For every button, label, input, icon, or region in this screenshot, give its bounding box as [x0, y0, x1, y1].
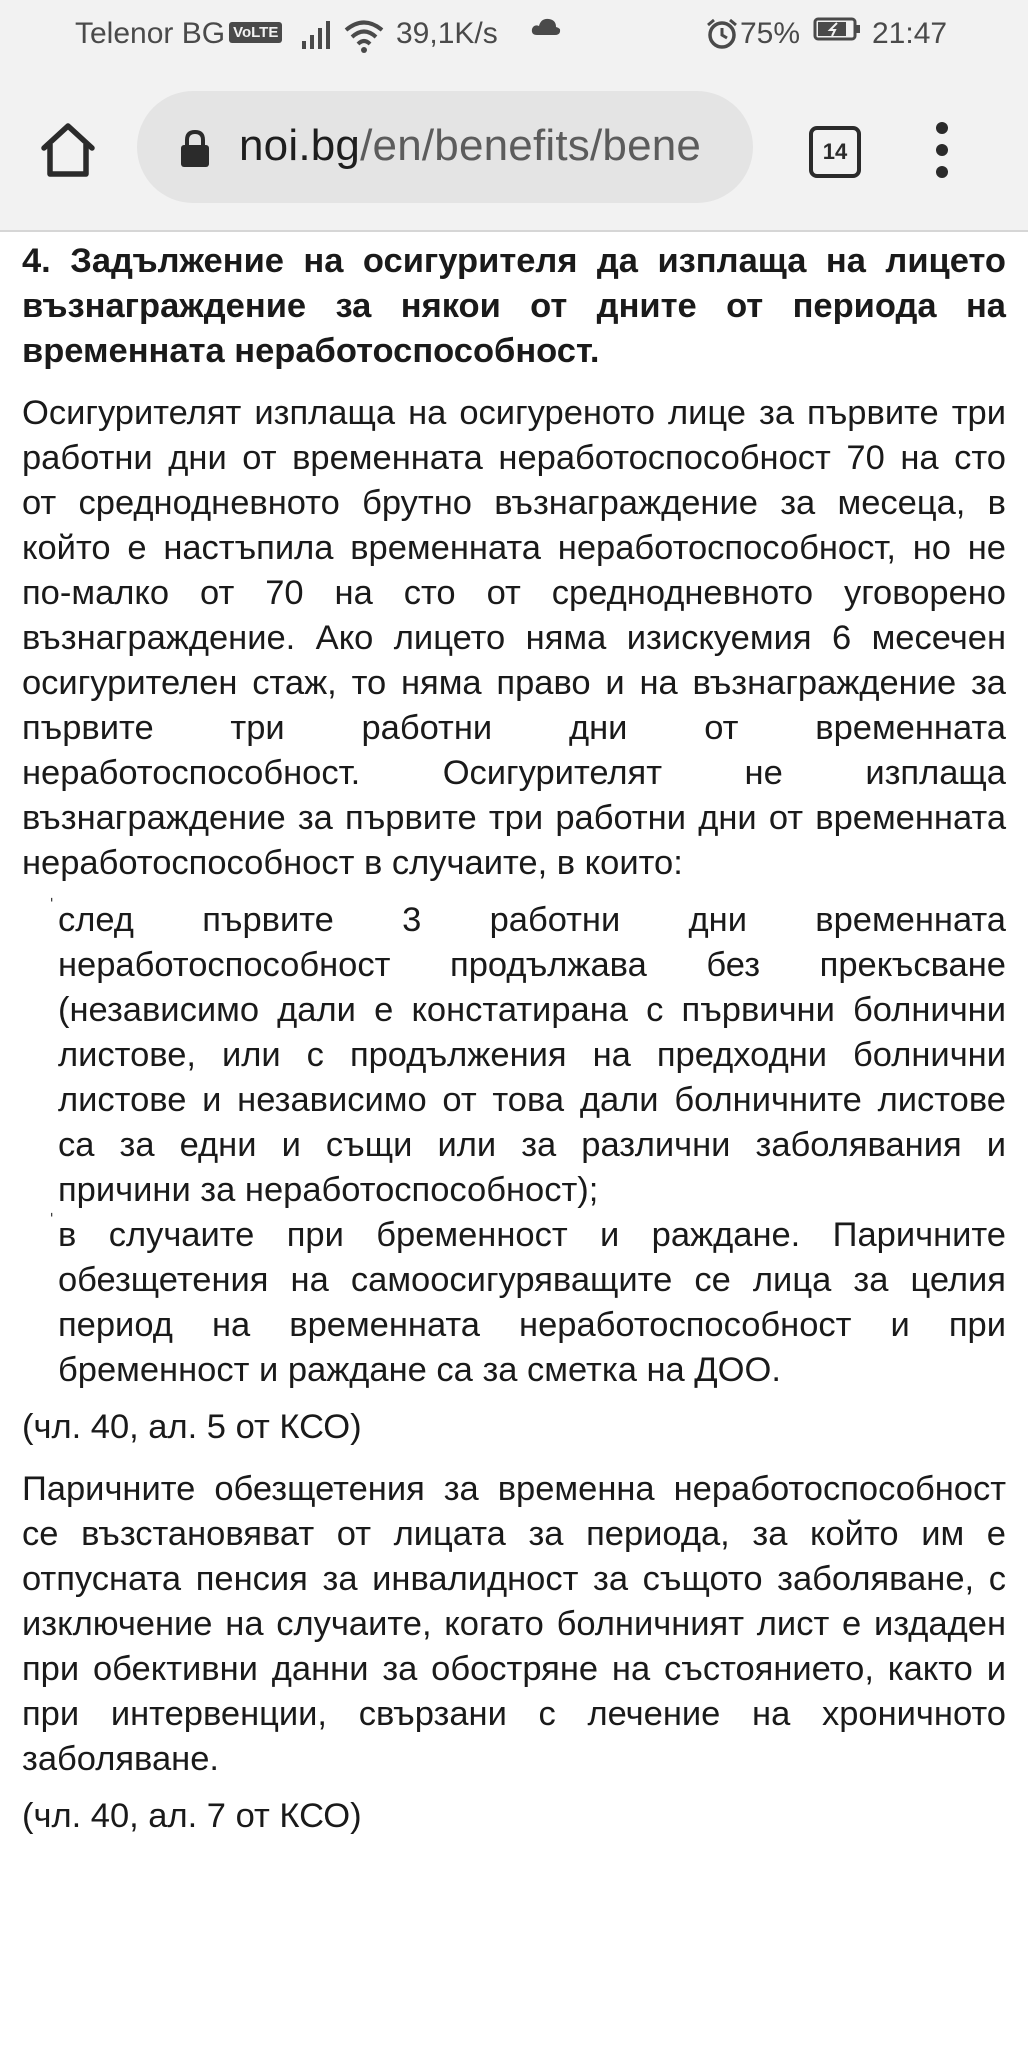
law-reference: (чл. 40, ал. 7 от КСО) — [22, 1797, 362, 1835]
lock-icon — [179, 129, 211, 169]
wifi-icon — [343, 17, 385, 55]
article — [22, 232, 1006, 1839]
list-item — [48, 1209, 1006, 1393]
battery-icon — [813, 17, 861, 41]
bullet-icon: ˈ — [48, 894, 56, 919]
alarm-icon — [705, 17, 739, 51]
paragraph: Осигурителят изплаща на осигуреното лице за първите три работни дни от временната неработоспособност 70 на сто от среднодневното брутно възнаграждение за месеца, в който е настъпила временната неработоспособност, но не по-малко от 70 на сто от среднодневното уговорено възнаграждение. Ако лицето няма изискуемия 6 месечен осигурителен стаж, то няма право и на възнаграждение за първите три работни дни от временната неработоспособност. Осигурителят не изплаща възнаграждение за първите три работни дни от временната неработоспособност в случаите, в които: — [22, 394, 1006, 882]
bullet-list — [22, 894, 1006, 1393]
law-reference: (чл. 40, ал. 5 от КСО) — [22, 1408, 362, 1446]
list-item-text: в случаите при бременност и раждане. Паричните обезщетения на самоосигуряващите се лица за целия период на временната неработоспособност и при бременност и раждане са за сметка на ДОО. — [58, 1216, 1006, 1389]
list-item — [48, 894, 1006, 1213]
volte-badge: VoLTE — [229, 22, 282, 43]
url-host: noi.bg — [239, 121, 361, 170]
bullet-icon: ˈ — [48, 1209, 56, 1234]
carrier — [75, 17, 282, 51]
url-path: /en/benefits/bene — [360, 121, 702, 170]
cloud-icon — [531, 17, 561, 37]
overflow-menu-icon[interactable] — [930, 122, 954, 182]
signal-icon — [300, 17, 334, 51]
url-text[interactable] — [239, 121, 701, 171]
home-icon[interactable] — [38, 120, 98, 180]
browser-toolbar — [0, 70, 1028, 232]
list-item-text: след първите 3 работни дни временната неработоспособност продължава без прекъсване (независимо дали е констатирана с първични болнични листове, или с продължения на предходни болнични листове и независимо от това дали болничните листове са за едни и същи или за различни заболявания и причини за неработоспособност); — [58, 901, 1006, 1209]
address-bar[interactable] — [137, 91, 753, 203]
network-speed: 39,1K/s — [396, 17, 498, 50]
section-heading: 4. Задължение на осигурителя да изплаща на лицето възнаграждение за някои от дните от периода на временната неработоспособност. — [22, 242, 1006, 370]
paragraph: Паричните обезщетения за временна неработоспособност се възстановяват от лицата за периода, за който им е отпусната пенсия за инвалидност за същото заболяване, с изключение на случаите, когато болничният лист е издаден при обективни данни за обостряне на състоянието, както и при интервенции, свързани с лечение на хроничното заболяване. — [22, 1470, 1006, 1778]
battery-percent: 75% — [740, 17, 801, 50]
carrier-name: Telenor BG — [75, 17, 226, 50]
tabs-icon[interactable]: 14 — [809, 126, 861, 178]
status-bar — [0, 0, 1028, 70]
clock: 21:47 — [872, 17, 948, 50]
